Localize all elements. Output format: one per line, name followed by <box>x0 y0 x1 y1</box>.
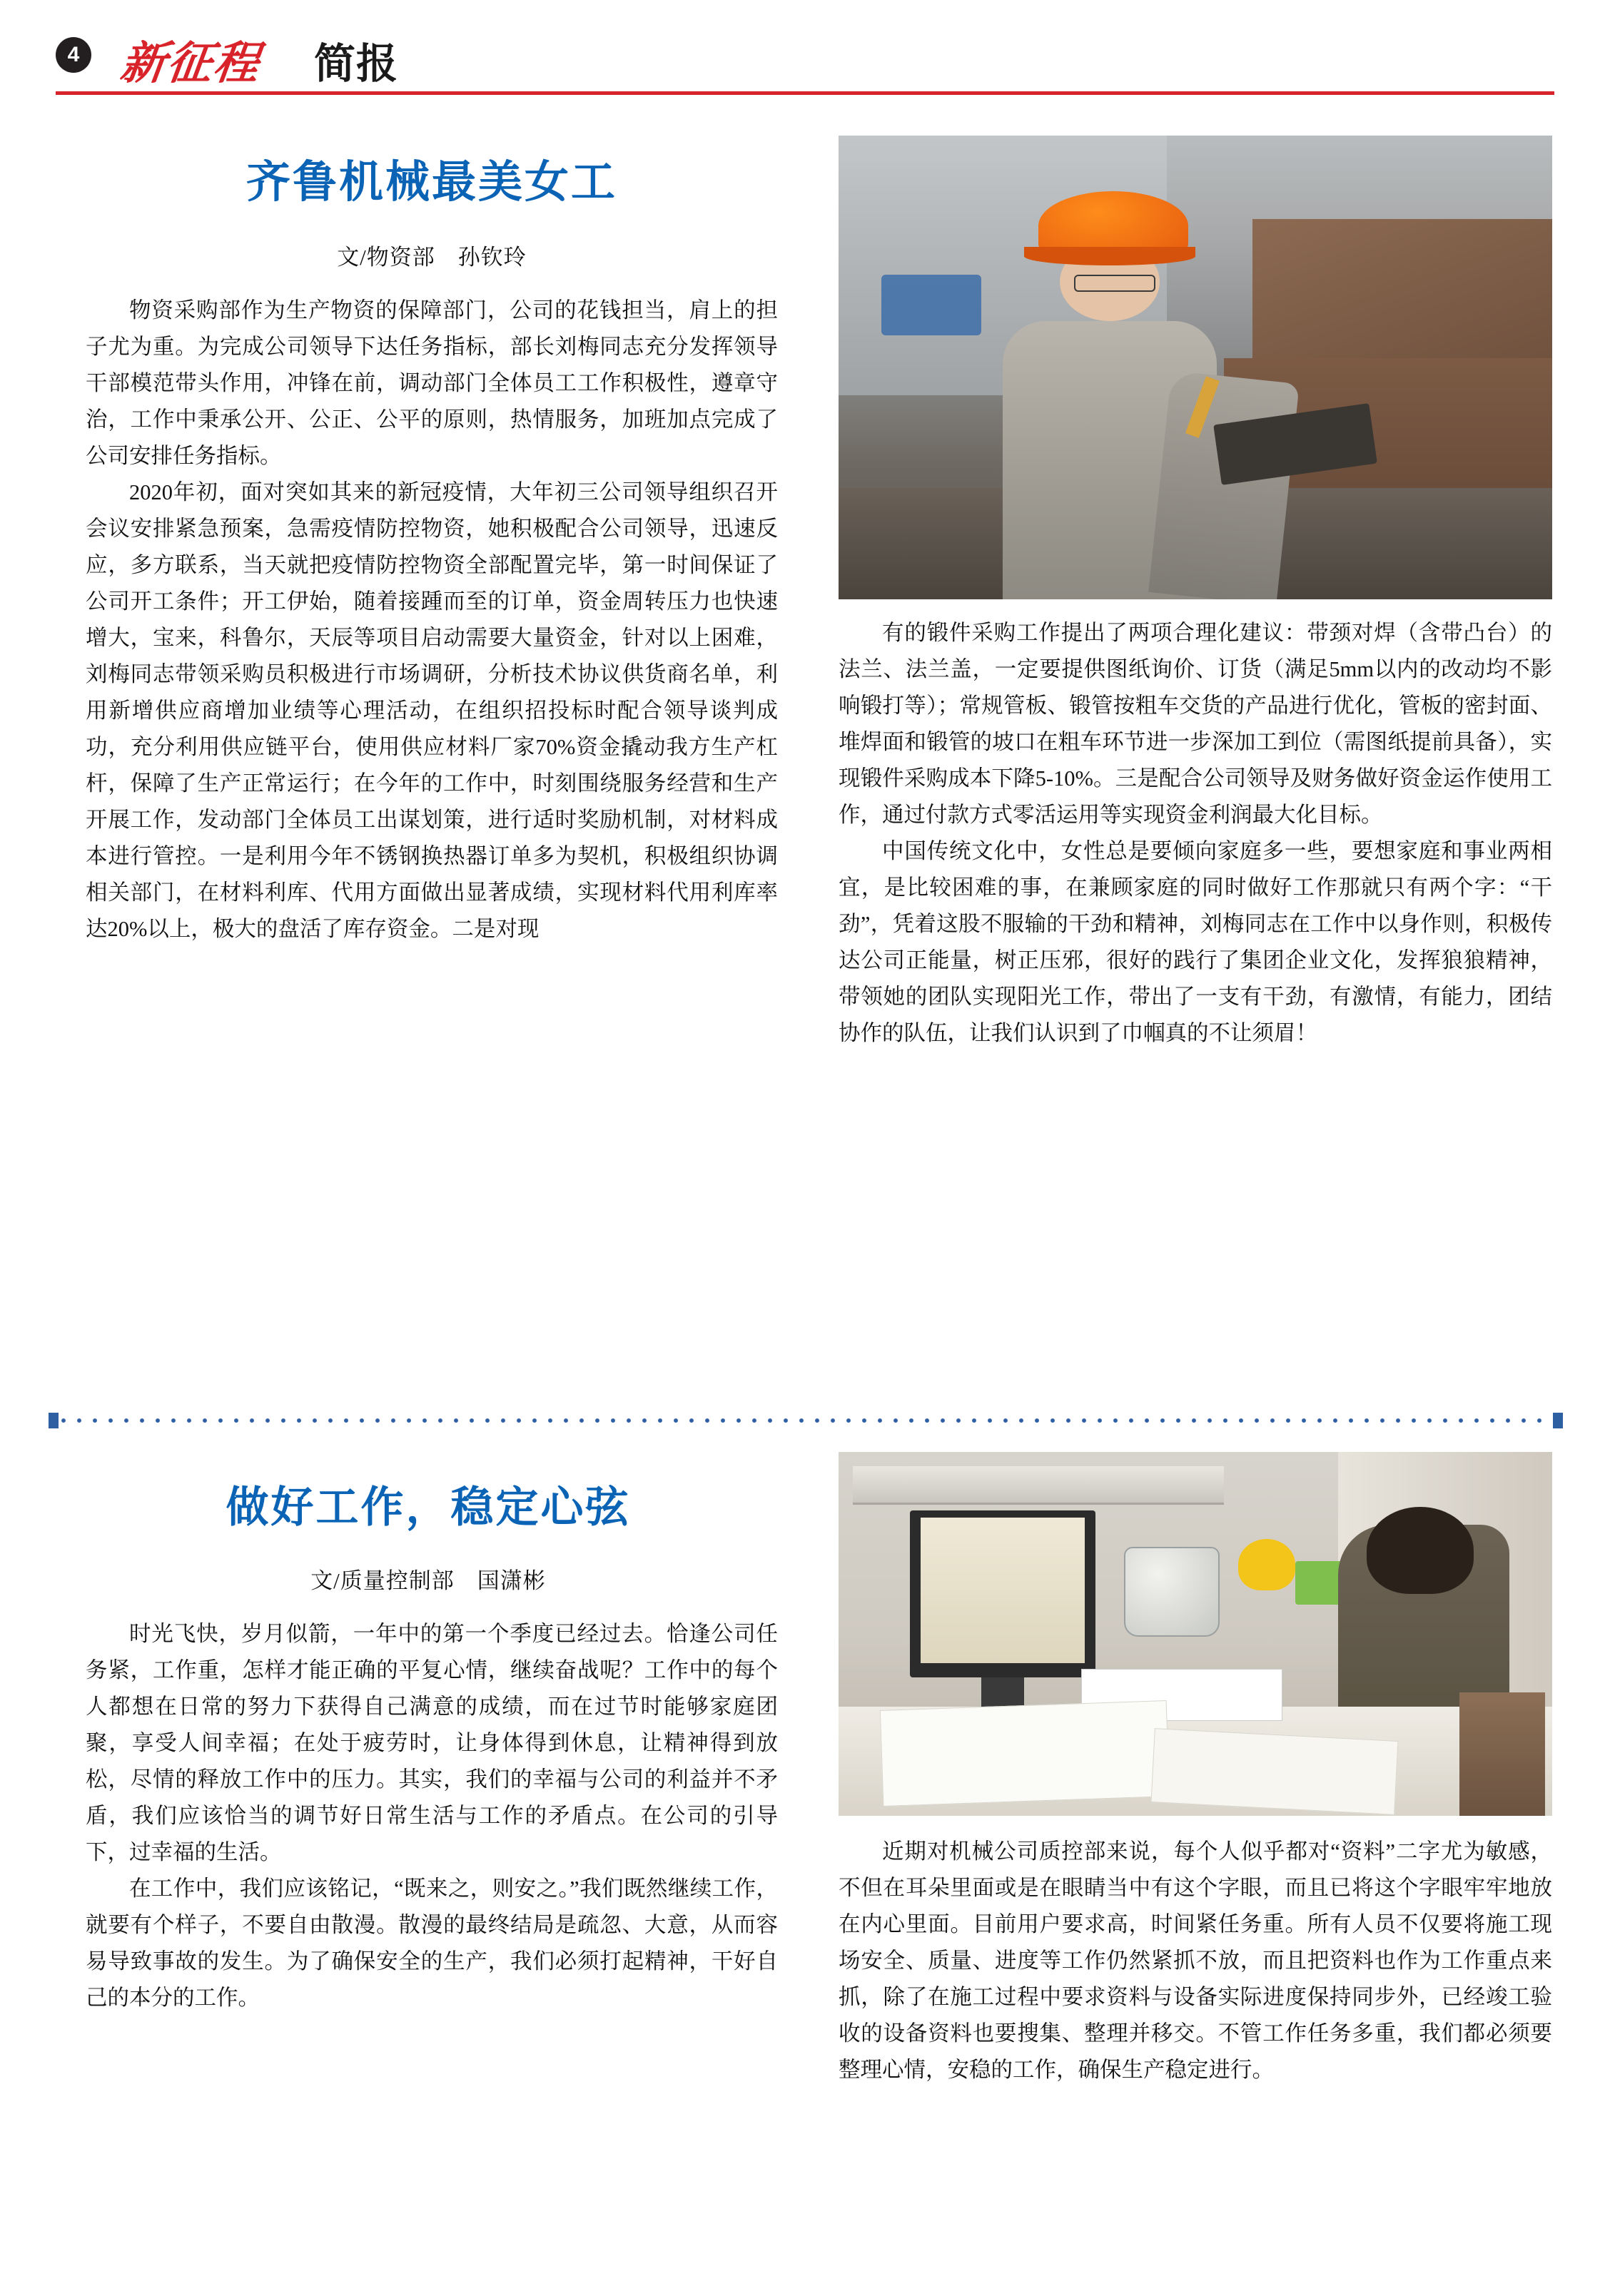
paragraph: 2020年初，面对突如其来的新冠疫情，大年初三公司领导组织召开会议安排紧急预案，急需疫情防控物资，她积极配合公司领导，迅速反应，多方联系，当天就把疫情防控物资全部配置完毕，第一时间保证了公司开工条件；开工伊始，随着接踵而至的订单，资金周转压力也快速增大，宝来，科鲁尔，天辰等项目启动需要大量资金，针对以上困难，刘梅同志带领采购员积极进行市场调研，分析技术协议供货商名单，利用新增供应商增加业绩等心理活动，在组织招投标时配合领导谈判成功，充分利用供应链平台，使用供应材料厂家70%资金撬动我方生产杠杆，保障了生产正常运行；在今年的工作中，时刻围绕服务经营和生产开展工作，发动部门全体员工出谋划策，进行适时奖励机制，对材料成本进行管控。一是利用今年不锈钢换热器订单多为契机，积极组织协调相关部门，在材料利库、代用方面做出显著成绩，实现材料代用利库率达20%以上，极大的盘活了库存资金。二是对现 <box>86 480 778 941</box>
paragraph: 物资采购部作为生产物资的保障部门，公司的花钱担当，肩上的担子尤为重。为完成公司领导下达任务指标，部长刘梅同志充分发挥领导干部模范带头作用，冲锋在前，调动部门全体员工工作积极性，遵章守治，工作中秉承公开、公正、公平的原则，热情服务，加班加点完成了公司安排任务指标。 <box>86 298 778 468</box>
paragraph: 在工作中，我们应该铭记，“既来之，则安之。”我们既然继续工作，就要有个样子，不要自由散漫。散漫的最终结局是疏忽、大意，从而容易导致事故的发生。为了确保安全的生产，我们必须打起精神，干好自己的本分的工作。 <box>86 1876 778 2010</box>
paragraph: 时光飞快，岁月似箭，一年中的第一个季度已经过去。恰逢公司任务紧，工作重，怎样才能正确的平复心情，继续奋战呢？工作中的每个人都想在日常的努力下获得自己满意的成绩，而在过节时能够家庭团聚，享受人间幸福；在处于疲劳时，让身体得到休息，让精神得到放松，尽情的释放工作中的压力。其实，我们的幸福与公司的利益并不矛盾，我们应该恰当的调节好日常生活与工作的矛盾点。在公司的引导下，过幸福的生活。 <box>86 1622 778 1864</box>
article-2-photo <box>839 1452 1552 1816</box>
paragraph: 有的锻件采购工作提出了两项合理化建议：带颈对焊（含带凸台）的法兰、法兰盖，一定要提供图纸询价、订货（满足5mm以内的改动均不影响锻打等）；常规管板、锻管按粗车交货的产品进行优化，管板的密封面、堆焊面和锻管的坡口在粗车环节进一步深加工到位（需图纸提前具备），实现锻件采购成本下降5-10%。三是配合公司领导及财务做好资金运作使用工作，通过付款方式零活运用等实现资金利润最大化目标。 <box>839 621 1552 827</box>
article-2-right-column <box>839 1834 1552 2088</box>
masthead <box>0 0 1610 107</box>
article-1-right-column <box>839 615 1552 1052</box>
page-number-badge: 4 <box>56 37 91 73</box>
article-2-headline: 做好工作，稳定心弦 <box>226 1483 631 1533</box>
brand-title-black: 简报 <box>314 39 399 88</box>
article-2-left-column <box>86 1616 778 2016</box>
article-1-left-column <box>86 293 778 948</box>
divider-end-cap-right <box>1553 1413 1563 1428</box>
section-divider <box>56 1416 1554 1425</box>
article-1-headline: 齐鲁机械最美女工 <box>245 156 617 208</box>
article-2-byline: 文/质量控制部 国潇彬 <box>310 1568 546 1593</box>
masthead-rule <box>56 91 1554 95</box>
article-1-byline: 文/物资部 孙钦玲 <box>337 245 527 270</box>
brand-title-red: 新征程 <box>117 36 263 89</box>
paragraph: 中国传统文化中，女性总是要倾向家庭多一些，要想家庭和事业两相宜，是比较困难的事，在兼顾家庭的同时做好工作那就只有两个字：“干劲”，凭着这股不服输的干劲和精神，刘梅同志在工作中以身作则，积极传达公司正能量，树正压邪，很好的践行了集团企业文化，发挥狼狼精神，带领她的团队实现阳光工作，带出了一支有干劲，有激情，有能力，团结协作的队伍，让我们认识到了巾帼真的不让须眉！ <box>839 839 1552 1045</box>
article-1-photo <box>839 136 1552 599</box>
paragraph: 近期对机械公司质控部来说，每个人似乎都对“资料”二字尤为敏感，不但在耳朵里面或是在眼睛当中有这个字眼，而且已将这个字眼牢牢地放在内心里面。目前用户要求高，时间紧任务重。所有人员不仅要将施工现场安全、质量、进度等工作仍然紧抓不放，而且把资料也作为工作重点来抓，除了在施工过程中要求资料与设备实际进度保持同步外，已经竣工验收的设备资料也要搜集、整理并移交。不管工作任务多重，我们都必须要整理心情，安稳的工作，确保生产稳定进行。 <box>839 1839 1552 2082</box>
